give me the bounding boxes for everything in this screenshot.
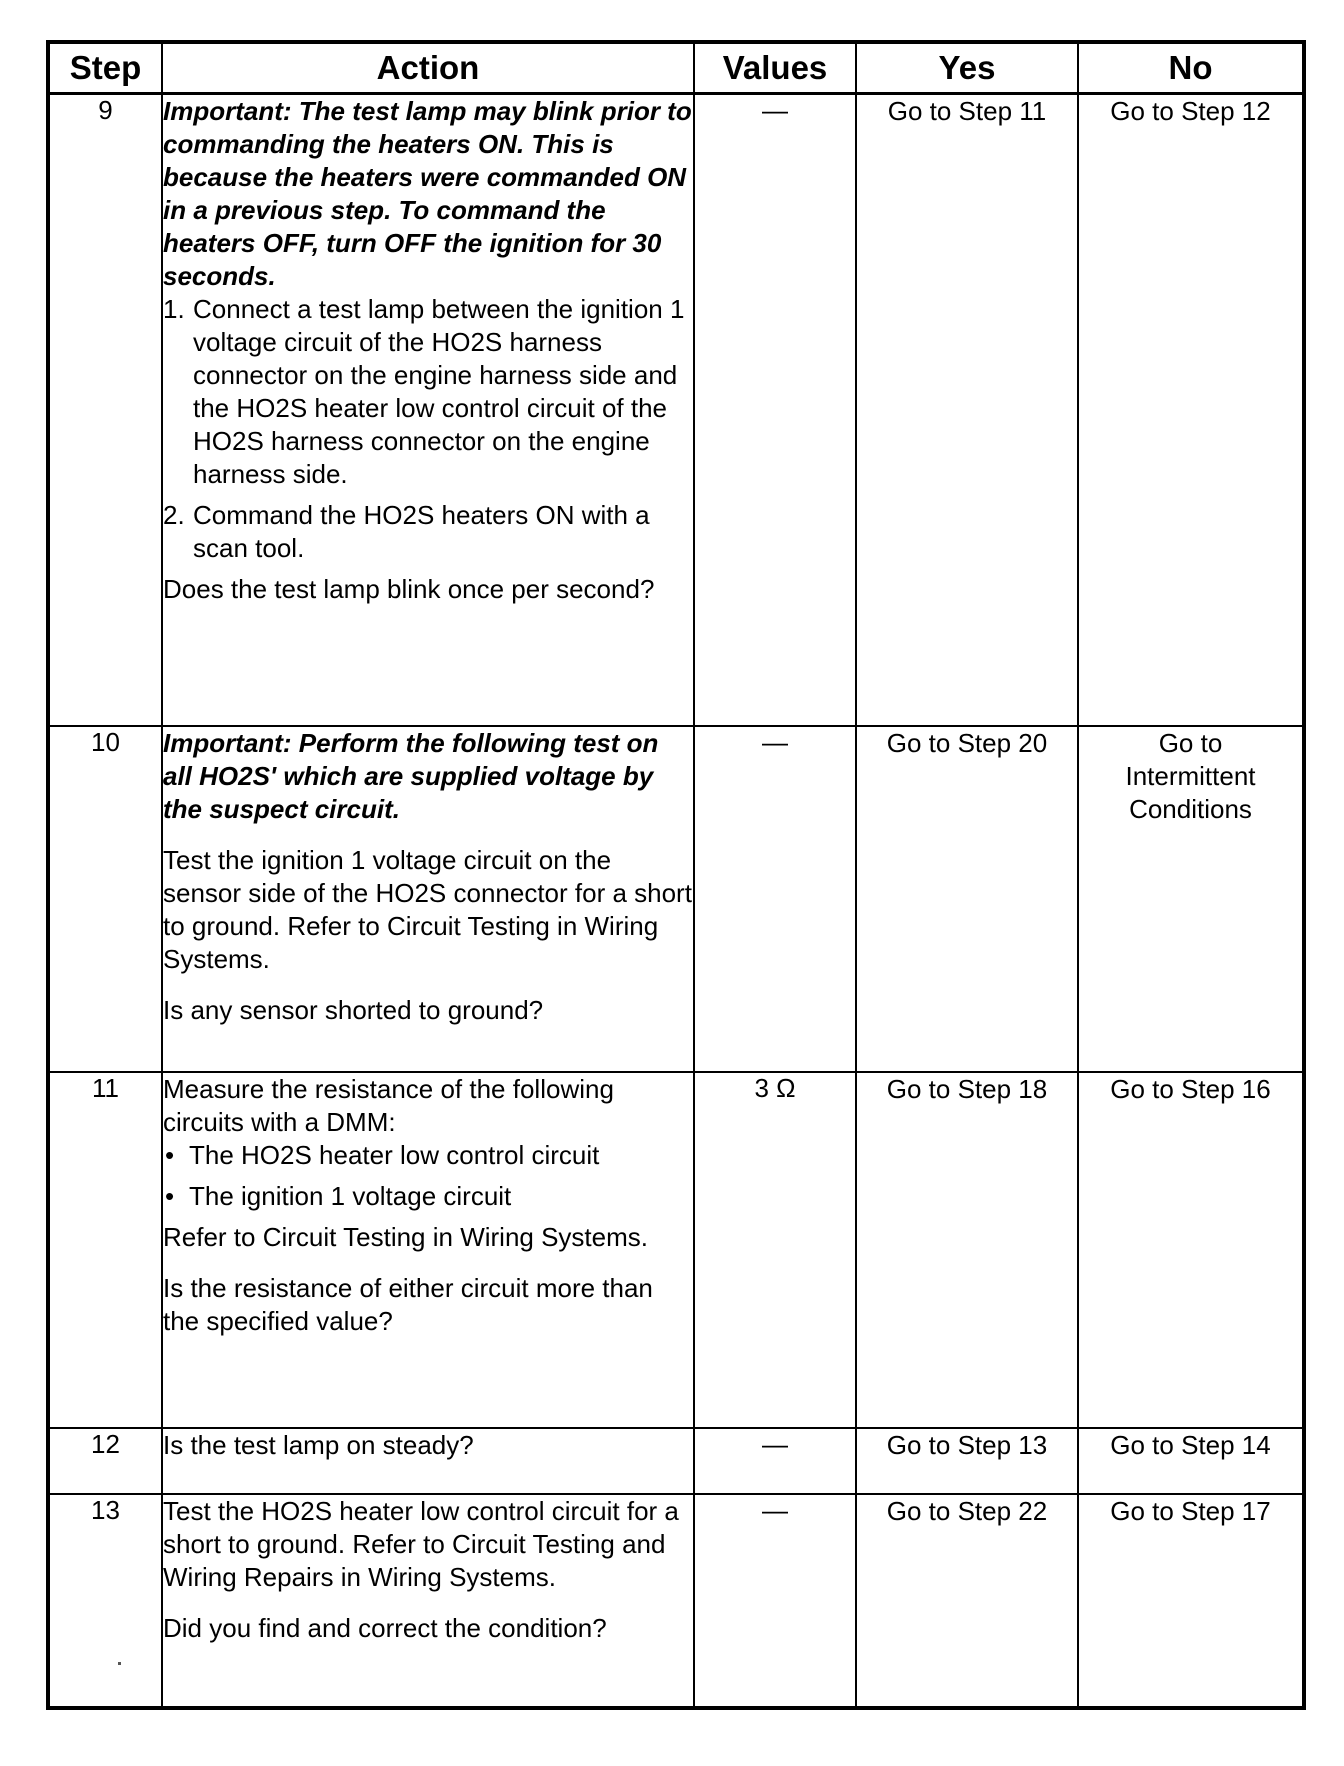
- refer-text: Refer to Circuit Testing in Wiring Systems.: [163, 1221, 648, 1252]
- question-text: Does the test lamp blink once per second?: [163, 574, 655, 604]
- step-number: 12: [48, 1428, 162, 1494]
- list-item-text: Command the HO2S heaters ON with a scan tool.: [193, 500, 650, 563]
- diagnostic-table: [46, 40, 1306, 1710]
- yes-cell: Go to Step 11: [856, 94, 1078, 726]
- table-row: [48, 726, 1304, 1072]
- header-no: No: [1078, 42, 1304, 94]
- yes-cell: Go to Step 22: [856, 1494, 1078, 1708]
- action-cell: [162, 1494, 694, 1708]
- list-item-text: The ignition 1 voltage circuit: [189, 1180, 512, 1211]
- table-header-row: [48, 42, 1304, 94]
- scan-artifact: [118, 1662, 121, 1665]
- no-cell: Go to Step 16: [1078, 1072, 1304, 1428]
- values-cell: —: [694, 726, 856, 1072]
- step-number: 11: [48, 1072, 162, 1428]
- question-text: Did you find and correct the condition?: [163, 1612, 607, 1643]
- bullet-icon: •: [165, 1139, 175, 1170]
- table-row: [48, 1072, 1304, 1428]
- important-note: Important: Perform the following test on all HO2S' which are supplied voltage by the suspect circuit.: [163, 727, 659, 824]
- action-text: Measure the resistance of the following circuits with a DMM:: [163, 1073, 614, 1137]
- header-values: Values: [694, 42, 856, 94]
- question-text: Is any sensor shorted to ground?: [163, 994, 544, 1025]
- table-row: [48, 94, 1304, 726]
- bullet-icon: •: [165, 1180, 175, 1211]
- action-cell: [162, 726, 694, 1072]
- instruction-list: [163, 293, 693, 565]
- yes-cell: Go to Step 20: [856, 726, 1078, 1072]
- action-text: Test the HO2S heater low control circuit for a short to ground. Refer to Circuit Testing and Wiring Repairs in Wiring Systems.: [163, 1495, 679, 1592]
- header-action: Action: [162, 42, 694, 94]
- list-item: [163, 499, 693, 565]
- header-yes: Yes: [856, 42, 1078, 94]
- values-cell: —: [694, 94, 856, 726]
- step-number: 9: [48, 94, 162, 726]
- values-cell: 3 Ω: [694, 1072, 856, 1428]
- list-item-number: 1.: [163, 294, 185, 324]
- table-row: [48, 1428, 1304, 1494]
- values-cell: —: [694, 1428, 856, 1494]
- question-text: Is the resistance of either circuit more than the specified value?: [163, 1272, 653, 1336]
- list-item: [163, 293, 693, 491]
- table-row: [48, 1494, 1304, 1708]
- list-item: [163, 1139, 693, 1172]
- header-step: Step: [48, 42, 162, 94]
- action-cell: [162, 94, 694, 726]
- list-item-text: Connect a test lamp between the ignition 1 voltage circuit of the HO2S harness connector on the engine harness side and the HO2S heater low control circuit of the HO2S harness connector on the engine harness side.: [193, 294, 685, 489]
- no-cell: Go to Step 17: [1078, 1494, 1304, 1708]
- yes-cell: Go to Step 13: [856, 1428, 1078, 1494]
- action-text: Test the ignition 1 voltage circuit on the sensor side of the HO2S connector for a short to ground. Refer to Circuit Testing in Wiring Systems.: [163, 844, 692, 974]
- no-cell: Go to Step 12: [1078, 94, 1304, 726]
- values-cell: —: [694, 1494, 856, 1708]
- yes-cell: Go to Step 18: [856, 1072, 1078, 1428]
- no-cell: Go to Step 14: [1078, 1428, 1304, 1494]
- bullet-list: [163, 1139, 693, 1213]
- step-number: 13: [48, 1494, 162, 1708]
- action-cell: [162, 1428, 694, 1494]
- step-number: 10: [48, 726, 162, 1072]
- important-note: Important: The test lamp may blink prior to commanding the heaters ON. This is because the heaters were commanded ON in a previous step. To command the heaters OFF, turn OFF the ignition for 30 seconds.: [163, 96, 692, 291]
- action-cell: [162, 1072, 694, 1428]
- list-item-text: The HO2S heater low control circuit: [189, 1139, 600, 1170]
- no-cell: Go to Intermittent Conditions: [1078, 726, 1304, 1072]
- list-item-number: 2.: [163, 500, 185, 530]
- question-text: Is the test lamp on steady?: [163, 1429, 474, 1460]
- list-item: [163, 1180, 693, 1213]
